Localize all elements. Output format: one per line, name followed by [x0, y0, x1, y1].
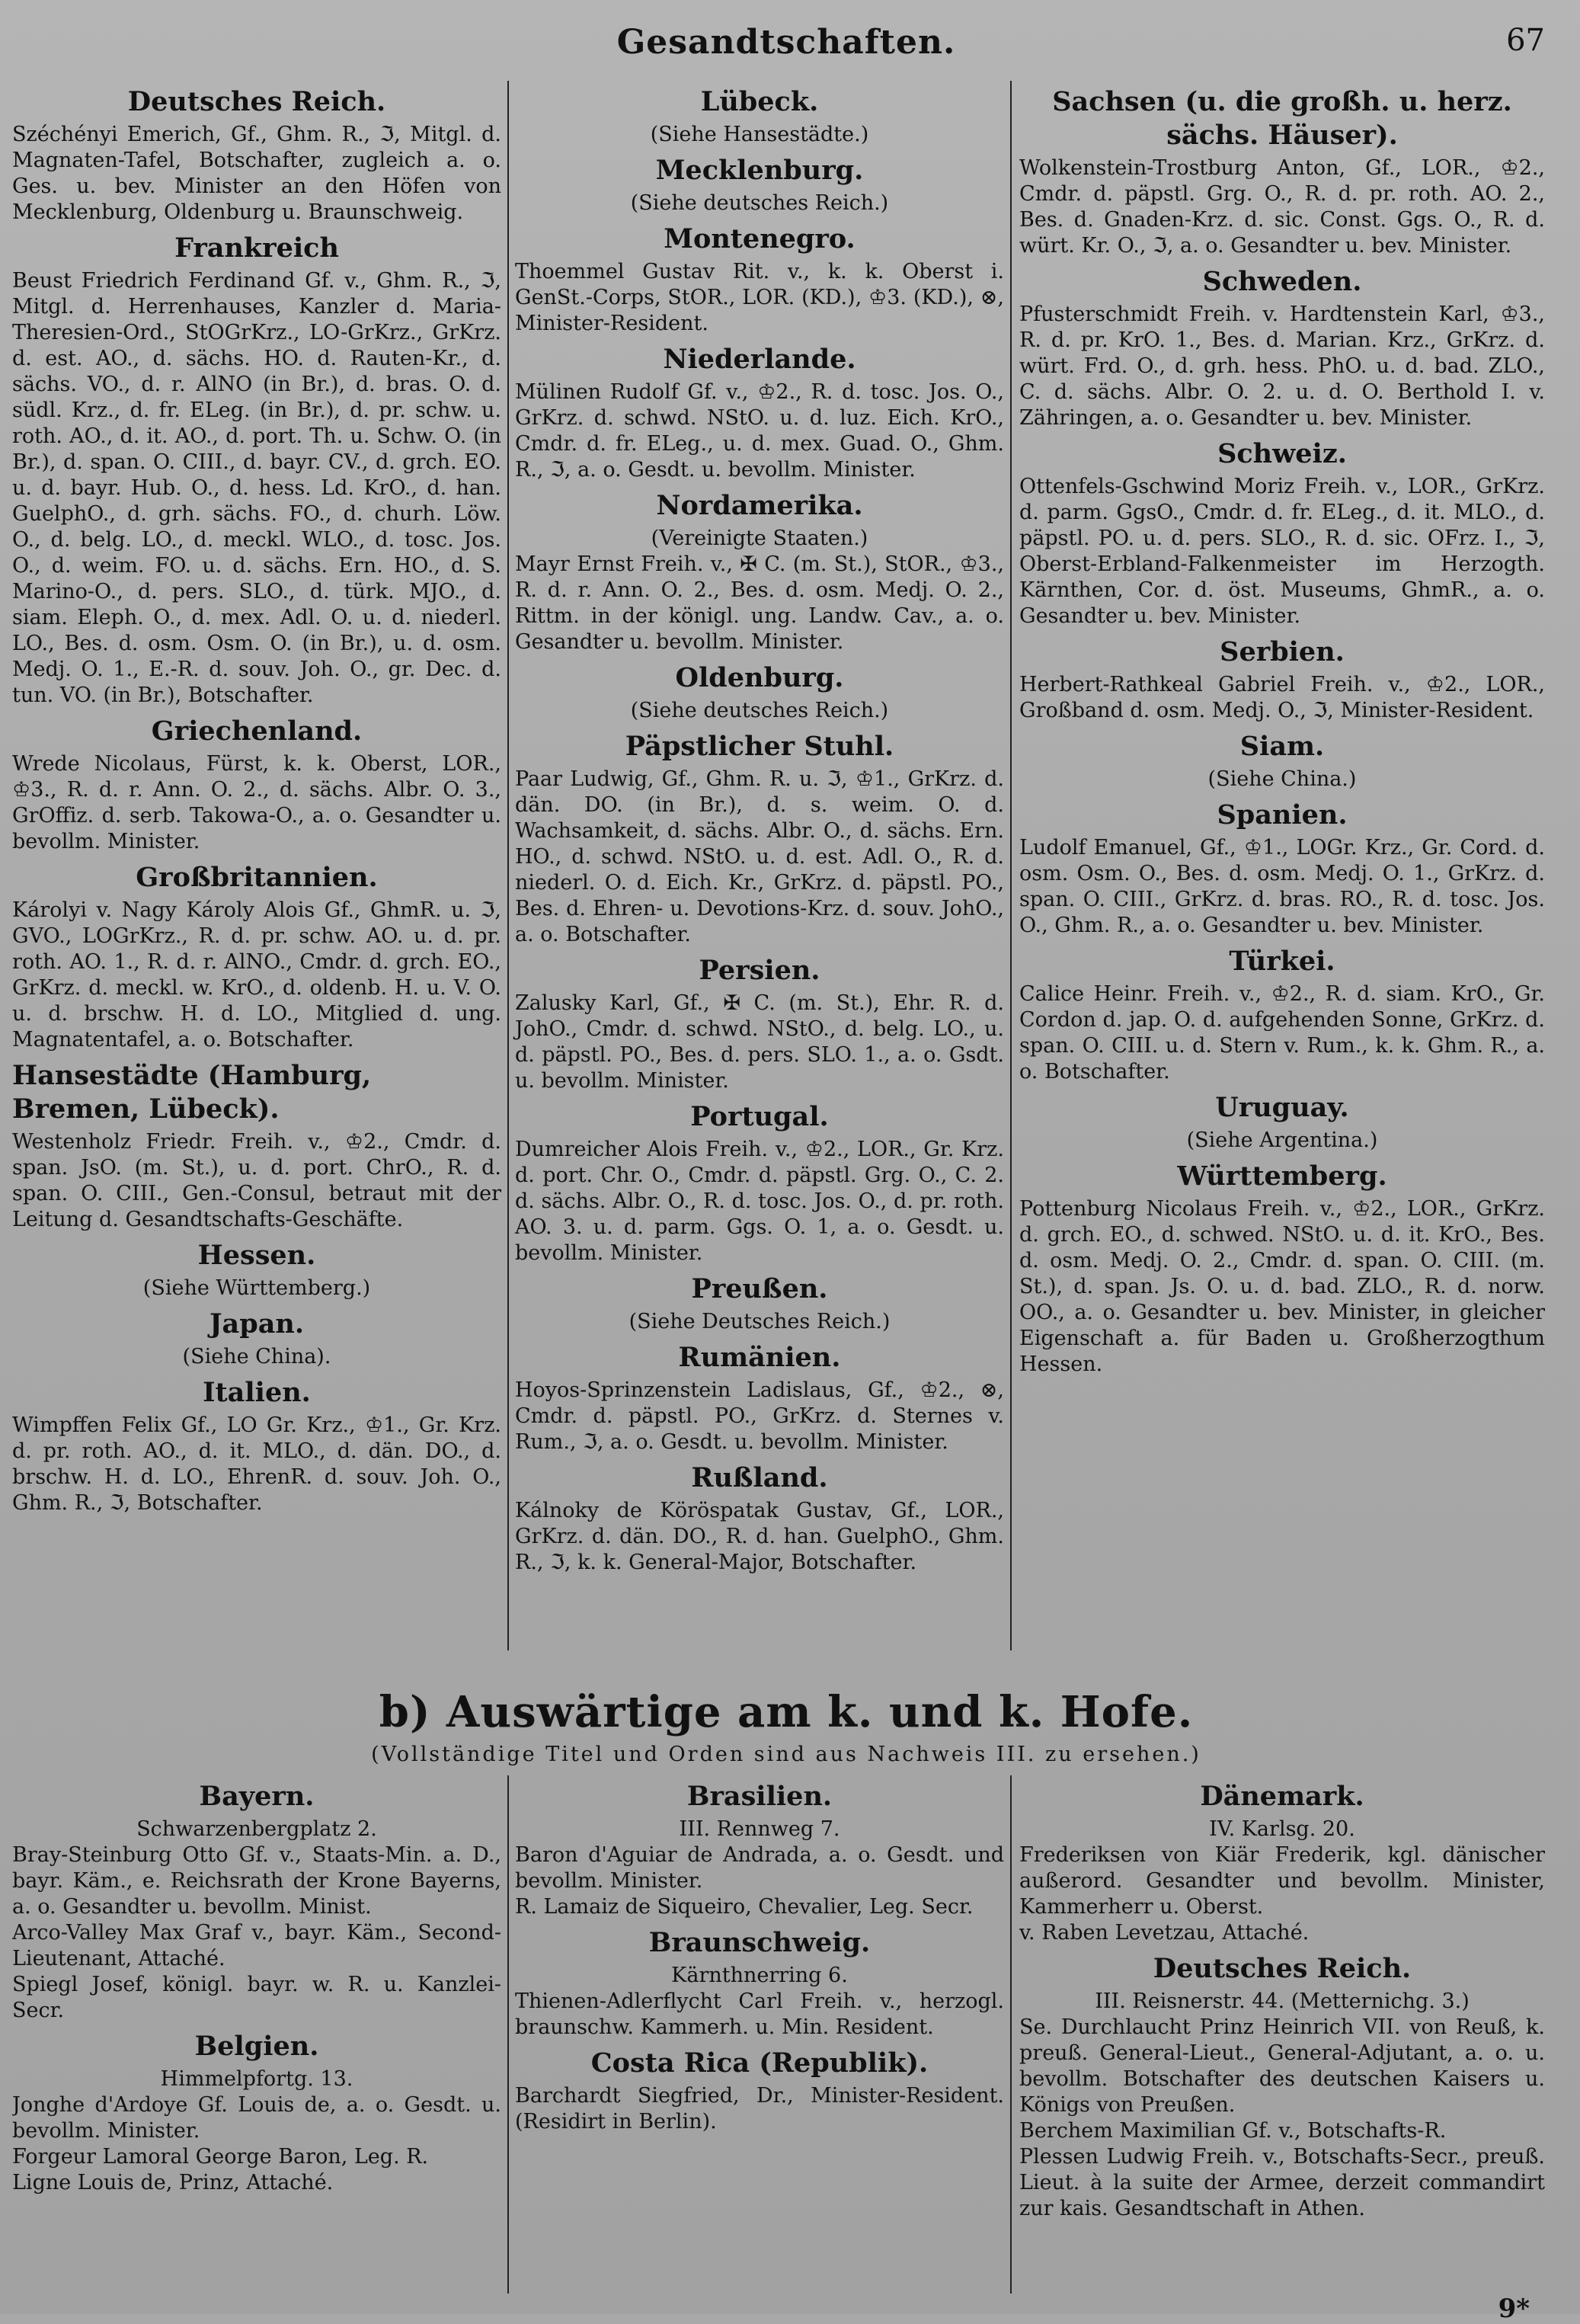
diplomat-entry: Jonghe d'Ardoye Gf. Louis de, a. o. Gesdt. u. bevollm. Minister.: [12, 2093, 501, 2143]
section-note: III. Reisnerstr. 44. (Metternichg. 3.): [1095, 1989, 1470, 2013]
country-section: [1019, 635, 1545, 724]
country-section: [515, 730, 1004, 948]
country-section: [12, 1308, 501, 1370]
country-section: [1019, 437, 1545, 629]
diplomat-entry: Thienen-Adlerflycht Carl Freih. v., herzogl. braunschw. Kammerh. u. Min. Resident.: [515, 1989, 1004, 2039]
country-heading: Deutsches Reich.: [127, 86, 386, 117]
part-a-column-1: [12, 81, 507, 1650]
country-heading: Schweden.: [1202, 266, 1362, 297]
section-note: (Siehe China).: [182, 1345, 331, 1368]
country-section: [12, 715, 501, 855]
diplomat-entry: Pfusterschmidt Freih. v. Hardtenstein Karl, ♔3., R. d. pr. KrO. 1., Bes. d. Marian. Krz., GrKrz. d. würt. Frd. O., d. grh. hess. PhO. u. d. bad. ZLO., C. d. sächs. Albr. O. 2. u. d. O. Berthold I. v. Zähringen, a. o. Gesandter u. bev. Minister.: [1019, 303, 1545, 430]
part-a-column-3: [1010, 81, 1545, 1650]
diplomat-entry: R. Lamaiz de Siqueiro, Chevalier, Leg. Secr.: [515, 1895, 974, 1919]
country-heading: Mecklenburg.: [655, 155, 864, 186]
country-heading: Schweiz.: [1217, 438, 1347, 469]
country-heading: Lübeck.: [700, 86, 819, 117]
country-heading: Italien.: [203, 1377, 311, 1408]
country-heading: Preußen.: [691, 1273, 828, 1304]
running-title: Gesandtschaften.: [616, 23, 956, 62]
diplomat-entry: Ligne Louis de, Prinz, Attaché.: [12, 2171, 334, 2194]
country-section: [515, 1341, 1004, 1455]
diplomat-entry: Pottenburg Nicolaus Freih. v., ♔2., LOR., GrKrz. d. grch. EO., d. schwed. NStO. u. d. it. KrO., Bes. d. osm. Medj. O. 2., Cmdr. d. span. O. CIII. (m. St.), d. span. Js. O. u. d. bad. ZLO., R. d. norw. OO., a. o. Gesandter u. bev. Minister, in gleicher Eigenschaft a. für Baden u. Großherzogthum Hessen.: [1019, 1197, 1545, 1376]
diplomat-entry: Se. Durchlaucht Prinz Heinrich VII. von Reuß, k. preuß. General-Lieut., General-Adjutant, a. o. u. bevollm. Botschafter des deutschen Kaisers u. Königs von Preußen.: [1019, 2015, 1545, 2117]
country-section: [1019, 85, 1545, 259]
country-section: [1019, 730, 1545, 792]
country-heading: Persien.: [699, 955, 820, 986]
country-heading: Frankreich: [174, 232, 339, 264]
country-section: [12, 2030, 501, 2196]
country-section: [515, 1461, 1004, 1576]
part-b-column-3: [1010, 1775, 1545, 2294]
country-section: [12, 1376, 501, 1516]
country-section: [1019, 945, 1545, 1085]
country-heading: Rußland.: [691, 1462, 828, 1493]
country-section: [515, 85, 1004, 148]
country-heading: Hansestädte (Hamburg, Bremen, Lübeck).: [12, 1060, 372, 1125]
country-heading: Brasilien.: [686, 1781, 833, 1812]
section-note: (Siehe Hansestädte.): [650, 123, 869, 146]
country-section: [515, 489, 1004, 655]
country-heading: Costa Rica (Republik).: [590, 2047, 929, 2079]
country-heading: Griechenland.: [151, 715, 363, 747]
country-section: [515, 1100, 1004, 1266]
country-section: [515, 1780, 1004, 1920]
diplomat-entry: Károlyi v. Nagy Károly Alois Gf., GhmR. u. ℑ, GVO., LOGrKrz., R. d. pr. schw. AO. u. d. pr. roth. AO. 1., R. d. r. AlNO., Cmdr. d. grch. EO., GrKrz. d. meckl. w. KrO., d. oldenb. H. u. V. O. u. d. brschw. H. d. LO., Mitglied d. ung. Magnatentafel, a. o. Botschafter.: [12, 898, 501, 1052]
country-heading: Württemberg.: [1177, 1160, 1387, 1192]
country-section: [12, 85, 501, 226]
part-a-columns: [12, 81, 1560, 1650]
section-note: (Siehe China.): [1207, 767, 1357, 791]
diplomat-entry: Thoemmel Gustav Rit. v., k. k. Oberst i. GenSt.-Corps, StOR., LOR. (KD.), ♔3. (KD.), ⊗, Minister-Resident.: [515, 260, 1004, 335]
country-heading: Portugal.: [690, 1101, 829, 1132]
diplomat-entry: Mülinen Rudolf Gf. v., ♔2., R. d. tosc. Jos. O., GrKrz. d. schwd. NStO. u. d. luz. Eich. KrO., Cmdr. d. fr. ELeg., u. d. mex. Guad. O., Ghm. R., ℑ, a. o. Gesdt. u. bevollm. Minister.: [515, 380, 1004, 482]
section-note: (Siehe deutsches Reich.): [630, 699, 889, 722]
diplomat-entry: Hoyos-Sprinzenstein Ladislaus, Gf., ♔2., ⊗, Cmdr. d. päpstl. PO., GrKrz. d. Sternes v. Rum., ℑ, a. o. Gesdt. u. bevollm. Minister.: [515, 1378, 1004, 1454]
country-heading: Bayern.: [199, 1781, 315, 1812]
country-heading: Sachsen (u. die großh. u. herz. sächs. Häuser).: [1052, 86, 1512, 151]
part-a-column-2: [507, 81, 1010, 1650]
section-note: III. Rennweg 7.: [679, 1817, 840, 1841]
country-section: [515, 954, 1004, 1094]
diplomat-entry: Mayr Ernst Freih. v., ✠ C. (m. St.), StOR., ♔3., R. d. r. Ann. O. 2., Bes. d. osm. Medj. O. 2., Rittm. in der königl. ung. Landw. Cav., a. o. Gesandter u. bevollm. Minister.: [515, 552, 1004, 654]
country-heading: Dänemark.: [1200, 1781, 1364, 1812]
country-section: [515, 1926, 1004, 2041]
country-heading: Niederlande.: [663, 344, 856, 375]
country-section: [515, 154, 1004, 216]
country-section: [515, 661, 1004, 724]
country-section: [12, 1239, 501, 1301]
country-section: [12, 1059, 501, 1233]
country-section: [1019, 1952, 1545, 2222]
section-note: (Siehe Argentina.): [1186, 1128, 1378, 1152]
part-b-column-1: [12, 1775, 507, 2294]
country-heading: Siam.: [1239, 731, 1325, 762]
country-heading: Belgien.: [194, 2031, 319, 2062]
country-heading: Deutsches Reich.: [1153, 1953, 1412, 1984]
diplomat-entry: Spiegl Josef, königl. bayr. w. R. u. Kanzlei-Secr.: [12, 1973, 501, 2022]
diplomat-entry: Bray-Steinburg Otto Gf. v., Staats-Min. a. D., bayr. Käm., e. Reichsrath der Krone Bayerns, a. o. Gesandter u. bevollm. Minist.: [12, 1843, 501, 1919]
section-note: Schwarzenbergplatz 2.: [136, 1817, 377, 1841]
diplomat-entry: Baron d'Aguiar de Andrada, a. o. Gesdt. und bevollm. Minister.: [515, 1843, 1004, 1893]
diplomat-entry: Dumreicher Alois Freih. v., ♔2., LOR., Gr. Krz. d. port. Chr. O., Cmdr. d. päpstl. Grg. O., C. 2. d. sächs. Albr. O., R. d. tosc. Jos. O., d. pr. roth. AO. 3. u. d. parm. Ggs. O. 1, a. o. Gesdt. u. bevollm. Minister.: [515, 1138, 1004, 1265]
diplomat-entry: Forgeur Lamoral George Baron, Leg. R.: [12, 2145, 429, 2169]
diplomat-entry: Herbert-Rathkeal Gabriel Freih. v., ♔2., LOR., Großband d. osm. Medj. O., ℑ, Minister-Resident.: [1019, 673, 1545, 722]
country-section: [515, 343, 1004, 483]
section-note: Kärnthnerring 6.: [671, 1964, 848, 1987]
diplomat-entry: Arco-Valley Max Graf v., bayr. Käm., Second-Lieutenant, Attaché.: [12, 1921, 501, 1970]
diplomat-entry: Ottenfels-Gschwind Moriz Freih. v., LOR., GrKrz. d. parm. GgsO., Cmdr. d. fr. ELeg., d. it. MLO., d. päpstl. PO. u. d. pers. SLO., R. d. sic. OFrz. I., ℑ, Oberst-Erbland-Falkenmeister im Herzogth. Kärnthen, Cor. d. öst. Museums, GhmR., a. o. Gesandter u. bev. Minister.: [1019, 475, 1545, 628]
country-section: [12, 1780, 501, 2024]
country-heading: Japan.: [209, 1308, 305, 1340]
country-heading: Braunschweig.: [648, 1927, 871, 1958]
diplomat-entry: Wimpffen Felix Gf., LO Gr. Krz., ♔1., Gr. Krz. d. pr. roth. AO., d. it. MLO., d. dän. DO., d. brschw. H. d. LO., EhrenR. d. souv. Joh. O., Ghm. R., ℑ, Botschafter.: [12, 1413, 501, 1515]
country-section: [515, 2047, 1004, 2135]
diplomat-entry: Berchem Maximilian Gf. v., Botschafts-R.: [1019, 2119, 1447, 2143]
diplomat-entry: Calice Heinr. Freih. v., ♔2., R. d. siam. KrO., Gr. Cordon d. jap. O. d. aufgehenden Sonne, GrKrz. d. span. O. CIII. u. d. Stern v. Rum., k. k. Ghm. R., a. o. Botschafter.: [1019, 982, 1545, 1084]
diplomat-entry: Széchényi Emerich, Gf., Ghm. R., ℑ, Mitgl. d. Magnaten-Tafel, Botschafter, zugleich a. o. Ges. u. bev. Minister an den Höfen von Mecklenburg, Oldenburg u. Braunschweig.: [12, 123, 501, 224]
country-heading: Großbritannien.: [136, 862, 378, 893]
section-note: Himmelpfortg. 13.: [160, 2067, 353, 2091]
diplomat-entry: Wolkenstein-Trostburg Anton, Gf., LOR., ♔2., Cmdr. d. päpstl. Grg. O., R. d. pr. roth. AO. 2., Bes. d. Gnaden-Krz. d. sic. Const. Ggs. O., R. d. würt. Kr. O., ℑ, a. o. Gesandter u. bev. Minister.: [1019, 156, 1545, 258]
diplomat-entry: Westenholz Friedr. Freih. v., ♔2., Cmdr. d. span. JsO. (m. St.), u. d. port. ChrO., R. d. span. O. CIII., Gen.-Consul, betraut mit der Leitung d. Gesandtschafts-Geschäfte.: [12, 1130, 501, 1231]
country-heading: Türkei.: [1229, 946, 1335, 977]
country-section: [12, 232, 501, 709]
part-b-columns: [12, 1775, 1560, 2294]
section-note: (Siehe Württemberg.): [142, 1276, 371, 1300]
country-section: [1019, 1160, 1545, 1378]
diplomat-entry: Barchardt Siegfried, Dr., Minister-Resident. (Residirt in Berlin).: [515, 2084, 1004, 2134]
country-heading: Päpstlicher Stuhl.: [625, 731, 894, 762]
country-section: [1019, 265, 1545, 431]
page-number: 67: [1506, 23, 1545, 58]
country-heading: Nordamerika.: [656, 490, 863, 521]
section-note: (Vereinigte Staaten.): [651, 527, 868, 550]
country-heading: Oldenburg.: [675, 662, 844, 693]
part-b-title: b) Auswärtige am k. und k. Hofe.: [379, 1687, 1194, 1737]
diplomat-entry: Plessen Ludwig Freih. v., Botschafts-Secr., preuß. Lieut. à la suite der Armee, derzeit commandirt zur kais. Gesandtschaft in Athen.: [1019, 2145, 1545, 2220]
page-header: [12, 23, 1560, 81]
signature-mark: 9*: [1498, 2294, 1530, 2324]
diplomat-entry: Zalusky Karl, Gf., ✠ C. (m. St.), Ehr. R. d. JohO., Cmdr. d. schwd. NStO., d. belg. LO., u. d. päpstl. PO., Bes. d. pers. SLO. 1., a. o. Gsdt. u. bevollm. Minister.: [515, 991, 1004, 1093]
country-section: [1019, 1091, 1545, 1154]
diplomat-entry: Frederiksen von Kiär Frederik, kgl. dänischer außerord. Gesandter und bevollm. Minister, Kammerherr u. Oberst.: [1019, 1843, 1545, 1919]
country-section: [12, 861, 501, 1053]
country-heading: Rumänien.: [678, 1342, 841, 1373]
country-heading: Montenegro.: [664, 223, 856, 254]
country-heading: Spanien.: [1217, 799, 1348, 831]
diplomat-entry: Ludolf Emanuel, Gf., ♔1., LOGr. Krz., Gr. Cord. d. osm. Osm. O., Bes. d. osm. Medj. O. 1., GrKrz. d. span. O. CIII., GrKrz. d. bras. RO., R. d. tosc. Jos. O., Ghm. R., a. o. Gesandter u. bev. Minister.: [1019, 836, 1545, 937]
country-section: [515, 222, 1004, 337]
country-section: [1019, 799, 1545, 939]
part-b-column-2: [507, 1775, 1010, 2294]
country-section: [515, 1272, 1004, 1335]
country-heading: Hessen.: [197, 1240, 316, 1271]
diplomat-entry: v. Raben Levetzau, Attaché.: [1019, 1921, 1310, 1945]
section-note: (Siehe Deutsches Reich.): [628, 1310, 891, 1333]
part-b-note: (Vollständige Titel und Orden sind aus Nachweis III. zu ersehen.): [371, 1743, 1201, 1766]
section-note: (Siehe deutsches Reich.): [630, 191, 889, 215]
diplomat-entry: Wrede Nicolaus, Fürst, k. k. Oberst, LOR., ♔3., R. d. r. Ann. O. 2., d. sächs. Albr. O. 3., GrOffiz. d. serb. Takowa-O., a. o. Gesandter u. bevollm. Minister.: [12, 752, 501, 853]
section-note: IV. Karlsg. 20.: [1209, 1817, 1355, 1841]
diplomat-entry: Beust Friedrich Ferdinand Gf. v., Ghm. R., ℑ, Mitgl. d. Herrenhauses, Kanzler d. Maria-Theresien-Ord., StOGrKrz., LO-GrKrz., GrKrz. d. est. AO., d. sächs. HO. d. Rauten-Kr., d. sächs. VO., d. r. AlNO (in Br.), d. bras. O. d. südl. Krz., d. fr. ELeg. (in Br.), d. pr. schw. u. roth. AO., d. it. AO., d. port. Th. u. Schw. O. (in Br.), d. span. O. CIII., d. bayr. CV., d. grch. EO. u. d. bayr. Hub. O., d. hess. Ld. KrO., d. han. GuelphO., d. grh. sächs. FO., d. churh. Löw. O., d. belg. LO., d. meckl. WLO., d. tosc. Jos. O., d. weim. FO. u. d. sächs. Ern. HO., d. S. Marino-O., d. pers. SLO., d. türk. MJO., d. siam. Eleph. O., d. mex. Adl. O. u. d. niederl. LO., Bes. d. osm. Osm. O. (in Br.), u. d. osm. Medj. O. 1., E.-R. d. souv. Joh. O., gr. Dec. d. tun. VO. (in Br.), Botschafter.: [12, 269, 501, 707]
country-section: [1019, 1780, 1545, 1946]
country-heading: Uruguay.: [1215, 1092, 1349, 1123]
diplomat-entry: Paar Ludwig, Gf., Ghm. R. u. ℑ, ♔1., GrKrz. d. dän. DO. (in Br.), d. s. weim. O. d. Wachsamkeit, d. sächs. Albr. O., d. sächs. Ern. HO., d. schwd. NStO. u. d. est. Adl. O., R. d. niederl. O. d. Eich. Kr., GrKrz. d. päpstl. PO., Bes. d. Ehren- u. Devotions-Krz. d. souv. JohO., a. o. Botschafter.: [515, 767, 1004, 946]
country-heading: Serbien.: [1220, 636, 1345, 667]
diplomat-entry: Kálnoky de Köröspatak Gustav, Gf., LOR., GrKrz. d. dän. DO., R. d. han. GuelphO., Ghm. R., ℑ, k. k. General-Major, Botschafter.: [515, 1499, 1004, 1574]
